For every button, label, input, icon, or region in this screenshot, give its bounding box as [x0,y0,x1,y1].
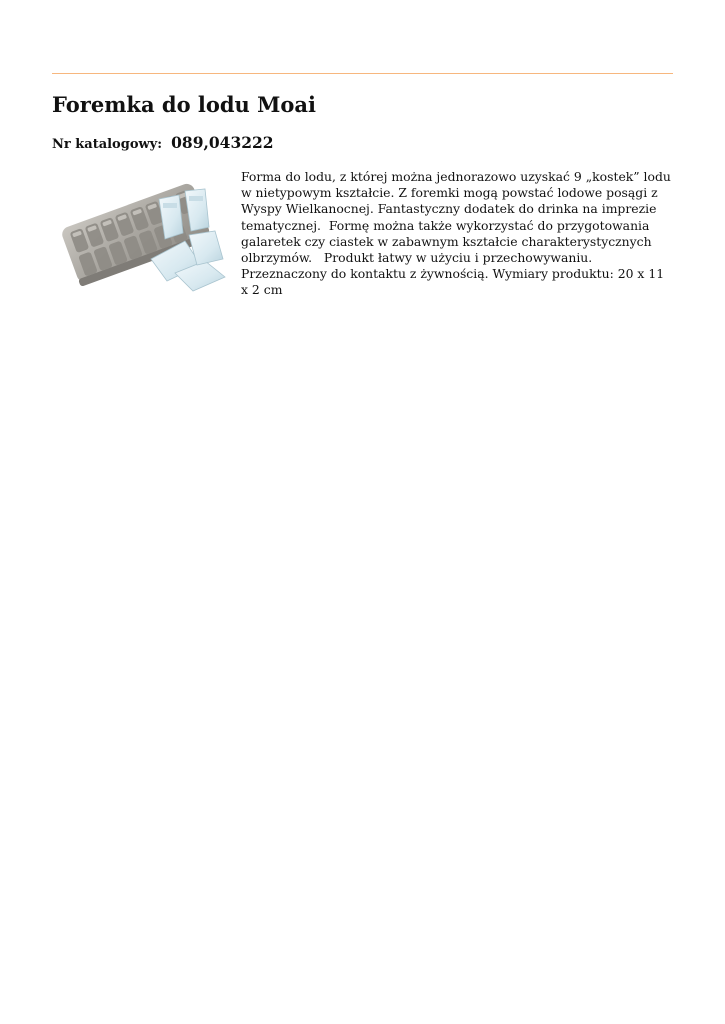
ice-mold-product-photo [55,169,232,297]
product-description: Forma do lodu, z której można jednorazowo uzyskać 9 „kostek” lodu w nietypowym kształcie. Z foremki mogą powstać lodowe posągi z Wyspy Wielkanocnej. Fantastyczny dodatek do drinka na imprezie tematycznej. Formę można także wykorzystać do przygotowania galaretek czy ciastek w zabawnym kształcie charakterystycznych olbrzymów. Produkt łatwy w użyciu i przechowywaniu. Przeznaczony do kontaktu z żywnością. Wymiary produktu: 20 x 11 x 2 cm [241,169,675,298]
page-title: Foremka do lodu Moai [52,92,316,117]
catalog-number-line [52,133,274,152]
catalog-number-label: Nr katalogowy: [52,137,163,152]
catalog-number-value: 089,043222 [171,133,274,152]
product-image [55,169,232,297]
header-divider [52,73,673,74]
